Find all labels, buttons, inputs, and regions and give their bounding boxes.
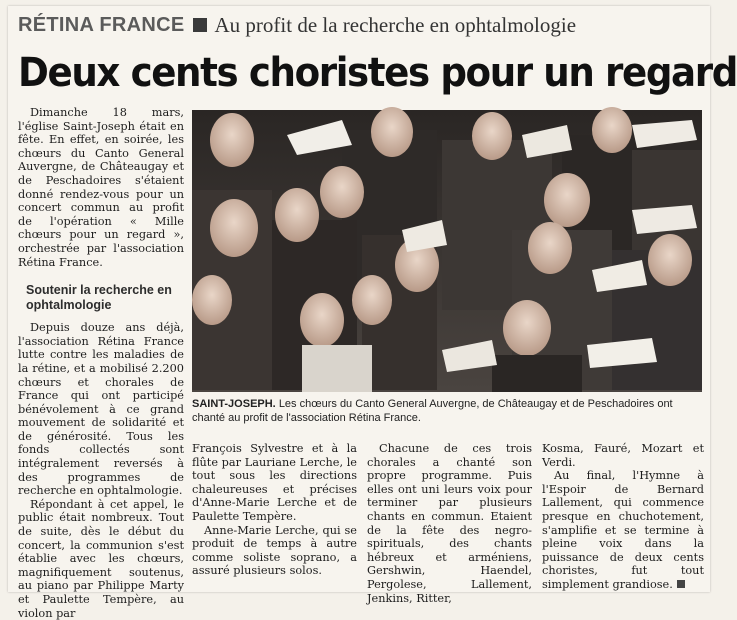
section-subtitle: Au profit de la recherche en ophtalmologie bbox=[214, 12, 577, 37]
article-paragraph: François Sylvestre et à la flûte par Lauriane Lerche, le tout sous les directions chaleureuses et précises d'Anne-Marie Lerche et de Paulette Tempère. bbox=[192, 442, 357, 523]
article-column-1 bbox=[18, 106, 184, 620]
article-paragraph: Depuis douze ans déjà, l'association Rétina France lutte contre les maladies de la rétine, et a mobilisé 2.200 chœurs et chorales de France qui ont participé bénévolement à ce grand mouvement de solidarité et de générosité. Tous les fonds collectés sont intégralement reversés à des programmes de recherche en ophtalmologie. bbox=[18, 321, 184, 498]
caption-text: Les chœurs du Canto General Auvergne, de Châteaugay et de Peschadoires ont chanté au profit de l'association Rétina France. bbox=[192, 398, 673, 424]
article-headline: Deux cents choristes pour un regard bbox=[18, 50, 737, 96]
section-header bbox=[18, 12, 700, 38]
article-paragraph-text: Au final, l'Hymne à l'Espoir de Bernard Lallement, qui commence presque en chuchotement, s'amplifie et se termine à pleine voix dans la puissance de deux cents choristes, fut tout simplement grandiose. bbox=[542, 469, 704, 591]
article-paragraph bbox=[542, 469, 704, 591]
rubric-square-icon bbox=[193, 18, 207, 32]
section-rubric: RÉTINA FRANCE bbox=[18, 13, 185, 36]
article-paragraph: Anne-Marie Lerche, qui se produit de temps à autre comme soliste soprano, a assuré plusieurs solos. bbox=[192, 523, 357, 578]
article-subheading: Soutenir la recherche en ophtalmologie bbox=[26, 283, 172, 313]
article-paragraph: Répondant à cet appel, le public était nombreux. Tout de suite, dès le début du concert, la communion s'est établie avec les chœurs, magnifiquement soutenus, au piano par Philippe Marty et Paulette Tempère, au violon par bbox=[18, 497, 184, 620]
article-paragraph: Kosma, Fauré, Mozart et Verdi. bbox=[542, 442, 704, 469]
choir-photo bbox=[192, 110, 702, 392]
end-mark-icon bbox=[677, 580, 685, 588]
article-column-4 bbox=[542, 442, 704, 591]
caption-label: SAINT-JOSEPH. bbox=[192, 398, 276, 410]
choir-photo-illustration bbox=[192, 110, 702, 392]
article-paragraph: Chacune de ces trois chorales a chanté son propre programme. Puis elles ont uni leurs voix pour terminer par plusieurs chants en commun. Etaient de la fête des negro-spirituals, des chants hébreux et arméniens, Gershwin, Haendel, Pergolese, Lallement, Jenkins, Ritter, bbox=[367, 442, 532, 605]
article-column-2 bbox=[192, 442, 357, 588]
article-paragraph: Dimanche 18 mars, l'église Saint-Joseph était en fête. En effet, en soirée, les chœurs du Canto General Auvergne, de Châteaugay et de Peschadoires s'étaient donné rendez-vous pour un concert commun au profit de l'opération « Mille chœurs pour un regard », orchestrée par l'association Rétina France. bbox=[18, 106, 184, 269]
article-column-3 bbox=[367, 442, 532, 605]
photo-caption bbox=[192, 398, 704, 432]
newspaper-clipping bbox=[8, 6, 737, 620]
